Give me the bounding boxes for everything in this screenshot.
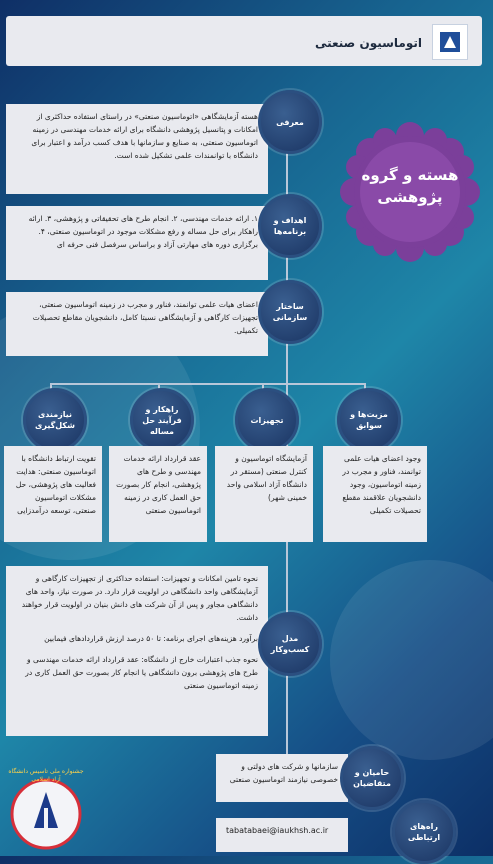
- needs-text: تقویت ارتباط دانشگاه با اتوماسیون صنعتی: هدایت فعالیت های پژوهشی، حل مشکلات اتوماسیون صنعتی، توسعه درآمدزایی: [15, 454, 96, 515]
- advantages-circle: [337, 388, 401, 452]
- goals-text: ۱. ارائه خدمات مهندسی، ۲. انجام طرح های تحقیقاتی و پژوهشی، ۳. ارائه راهکار برای حل مساله و رفع مشکلات موجود در اتوماسیون صنعتی، ۴. برگزاری دوره های مهارتی آزاد و براساس سرفصل فنی حرفه ای: [28, 214, 258, 249]
- structure-box: [6, 292, 268, 356]
- badge-title-line2: پژوهشی: [377, 188, 443, 206]
- sponsors-text: سازمانها و شرکت های دولتی و خصوصی نیازمند اتوماسیون صنعتی: [229, 762, 338, 784]
- goals-box: [6, 206, 268, 280]
- equipment-text: آزمایشگاه اتوماسیون و کنترل صنعتی (مستقر در دانشگاه آزاد اسلامی واحد خمینی شهر): [226, 454, 307, 502]
- intro-box: [6, 104, 268, 194]
- page-title: اتوماسیون صنعتی: [314, 36, 422, 50]
- equipment-label: تجهیزات: [250, 415, 284, 425]
- contact-circle: [392, 800, 456, 864]
- business-box: [6, 566, 268, 736]
- business-text-1: نحوه تامین امکانات و تجهیزات: استفاده حداکثری از تجهیزات کارگاهی و آزمایشگاهی واحد دانشگاهی در اولویت قرار دارد. در صورت نیاز، واحد های دانشگاهی مجاور و پس از آن شرکت های دانش بنیان در اولویت قرار خواهند داشت.: [21, 574, 258, 622]
- needs-box: [4, 446, 102, 542]
- sponsors-label: حامیان و متقاضیان: [353, 768, 391, 788]
- goals-circle: [258, 194, 322, 258]
- university-logo-icon: [432, 24, 468, 60]
- goals-label: اهداف و برنامه‌ها: [273, 216, 307, 236]
- contact-box: [216, 818, 348, 852]
- intro-circle: [258, 90, 322, 154]
- needs-circle: [23, 388, 87, 452]
- sponsors-circle: [340, 746, 404, 810]
- connector-line: [50, 383, 366, 385]
- business-text-3: نحوه جذب اعتبارات خارج از دانشگاه: عقد قرارداد ارائه خدمات مهندسی و طرح های پژوهشی برون دانشگاهی یا انجام کار بصورت حق العمل کاری در زمینه اتوماسیون صنعتی: [25, 655, 258, 690]
- festival-logo-icon: [6, 768, 86, 852]
- contact-email[interactable]: tabatabaei@iaukhsh.ac.ir: [226, 826, 329, 835]
- sponsors-box: [216, 754, 348, 802]
- equipment-box: [215, 446, 313, 542]
- background-circle: [330, 560, 493, 760]
- solutions-circle: [130, 388, 194, 452]
- equipment-circle: [235, 388, 299, 452]
- badge-title: [340, 164, 480, 208]
- contact-label: راه‌های ارتباطی: [407, 822, 441, 842]
- solutions-label: راهکار و فرآیند حل مساله: [142, 404, 182, 436]
- business-label: مدل کسب‌وکار: [270, 634, 310, 654]
- solutions-box: [109, 446, 207, 542]
- business-text-2: برآورد هزینه‌های اجرای برنامه: تا ۵۰ درصد ارزش قراردادهای فیمابین: [44, 634, 258, 643]
- intro-text: هسته آزمایشگاهی «اتوماسیون صنعتی» در راستای استفاده حداکثری از امکانات و پتانسیل پژوهشی دانشگاه برای ارائه خدمات مهندسی در زمینه اتوماسیون صنعتی، به صنایع و سازمانها با هدف کسب درآمد و اعتبار برای دانشگاه با توانمندات علمی تشکیل شده است.: [31, 112, 258, 160]
- structure-label: ساختار سازمانی: [272, 302, 308, 322]
- badge-flower-icon: [340, 122, 480, 262]
- festival-logo-text: جشنواره ملی تاسیس دانشگاه آزاد اسلامی: [8, 768, 84, 783]
- advantages-text: وجود اعضای هیات علمی توانمند، فناور و مجرب در زمینه اتوماسیون، وجود دانشجویان علاقمند مقطع تحصیلات تکمیلی: [342, 454, 421, 515]
- solutions-text: عقد قرارداد ارائه خدمات مهندسی و طرح های پژوهشی، انجام کار بصورت حق العمل کاری در زمینه اتوماسیون صنعتی: [116, 454, 201, 515]
- structure-text: اعضای هیات علمی توانمند، فناور و مجرب در زمینه اتوماسیون صنعتی، تجهیزات کارگاهی و آزمایشگاهی نسبتا کامل، دانشجویان مقاطع تحصیلات تکمیلی.: [32, 300, 258, 335]
- needs-label: نیازمندی شکل‌گیری: [35, 410, 75, 430]
- badge-title-line1: هسته و گروه: [361, 166, 459, 184]
- intro-label: معرفی: [276, 117, 304, 127]
- structure-circle: [258, 280, 322, 344]
- advantages-label: مزیت‌ها و سوابق: [350, 410, 388, 430]
- business-circle: [258, 612, 322, 676]
- header-bar: [6, 16, 482, 66]
- advantages-box: [323, 446, 427, 542]
